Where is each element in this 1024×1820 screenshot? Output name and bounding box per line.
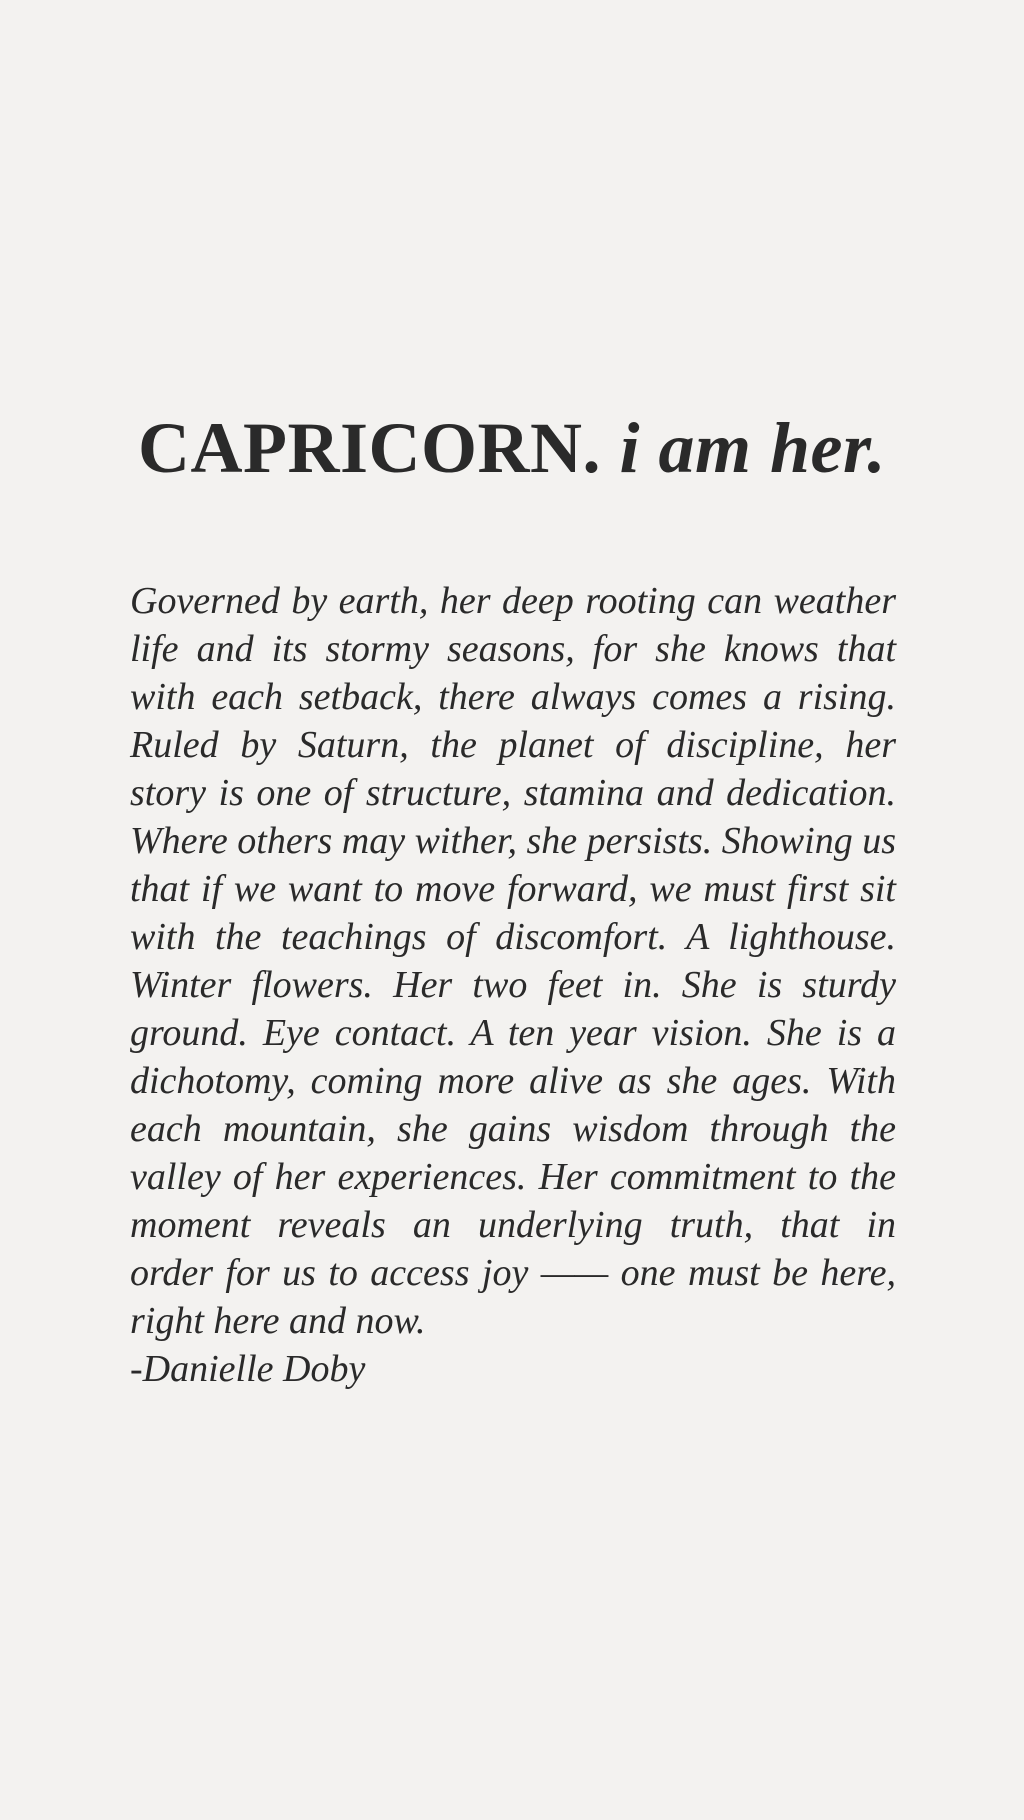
poem-line: ground. Eye contact. A ten year vision. She is a <box>130 1012 896 1054</box>
poem-line: Ruled by Saturn, the planet of discipline, her <box>130 724 896 766</box>
poem-line: moment reveals an underlying truth, that in <box>130 1204 896 1246</box>
poem-line: dichotomy, coming more alive as she ages. With <box>130 1060 896 1102</box>
poem-line: story is one of structure, stamina and dedication. <box>130 772 896 814</box>
poem-body <box>130 577 896 1393</box>
title-sign: CAPRICORN. <box>137 408 601 488</box>
title-tagline: i am her. <box>619 408 887 488</box>
poem-line: Winter flowers. Her two feet in. She is sturdy <box>130 964 896 1006</box>
poem-line: that if we want to move forward, we must first sit <box>130 868 896 910</box>
poem-line: each mountain, she gains wisdom through the <box>130 1108 896 1150</box>
poem-line: order for us to access joy —— one must be here, <box>130 1252 896 1294</box>
poem-line: with each setback, there always comes a rising. <box>130 676 896 718</box>
page-title <box>0 403 1024 493</box>
poem-line: with the teachings of discomfort. A lighthouse. <box>130 916 896 958</box>
poem-line: Governed by earth, her deep rooting can weather <box>130 580 896 622</box>
poem-line: life and its stormy seasons, for she knows that <box>130 628 896 670</box>
poem-line: Where others may wither, she persists. Showing us <box>130 820 896 862</box>
poem-line: valley of her experiences. Her commitment to the <box>130 1156 896 1198</box>
poem-author: -Danielle Doby <box>130 1348 366 1390</box>
poem-line: right here and now. <box>130 1300 426 1342</box>
